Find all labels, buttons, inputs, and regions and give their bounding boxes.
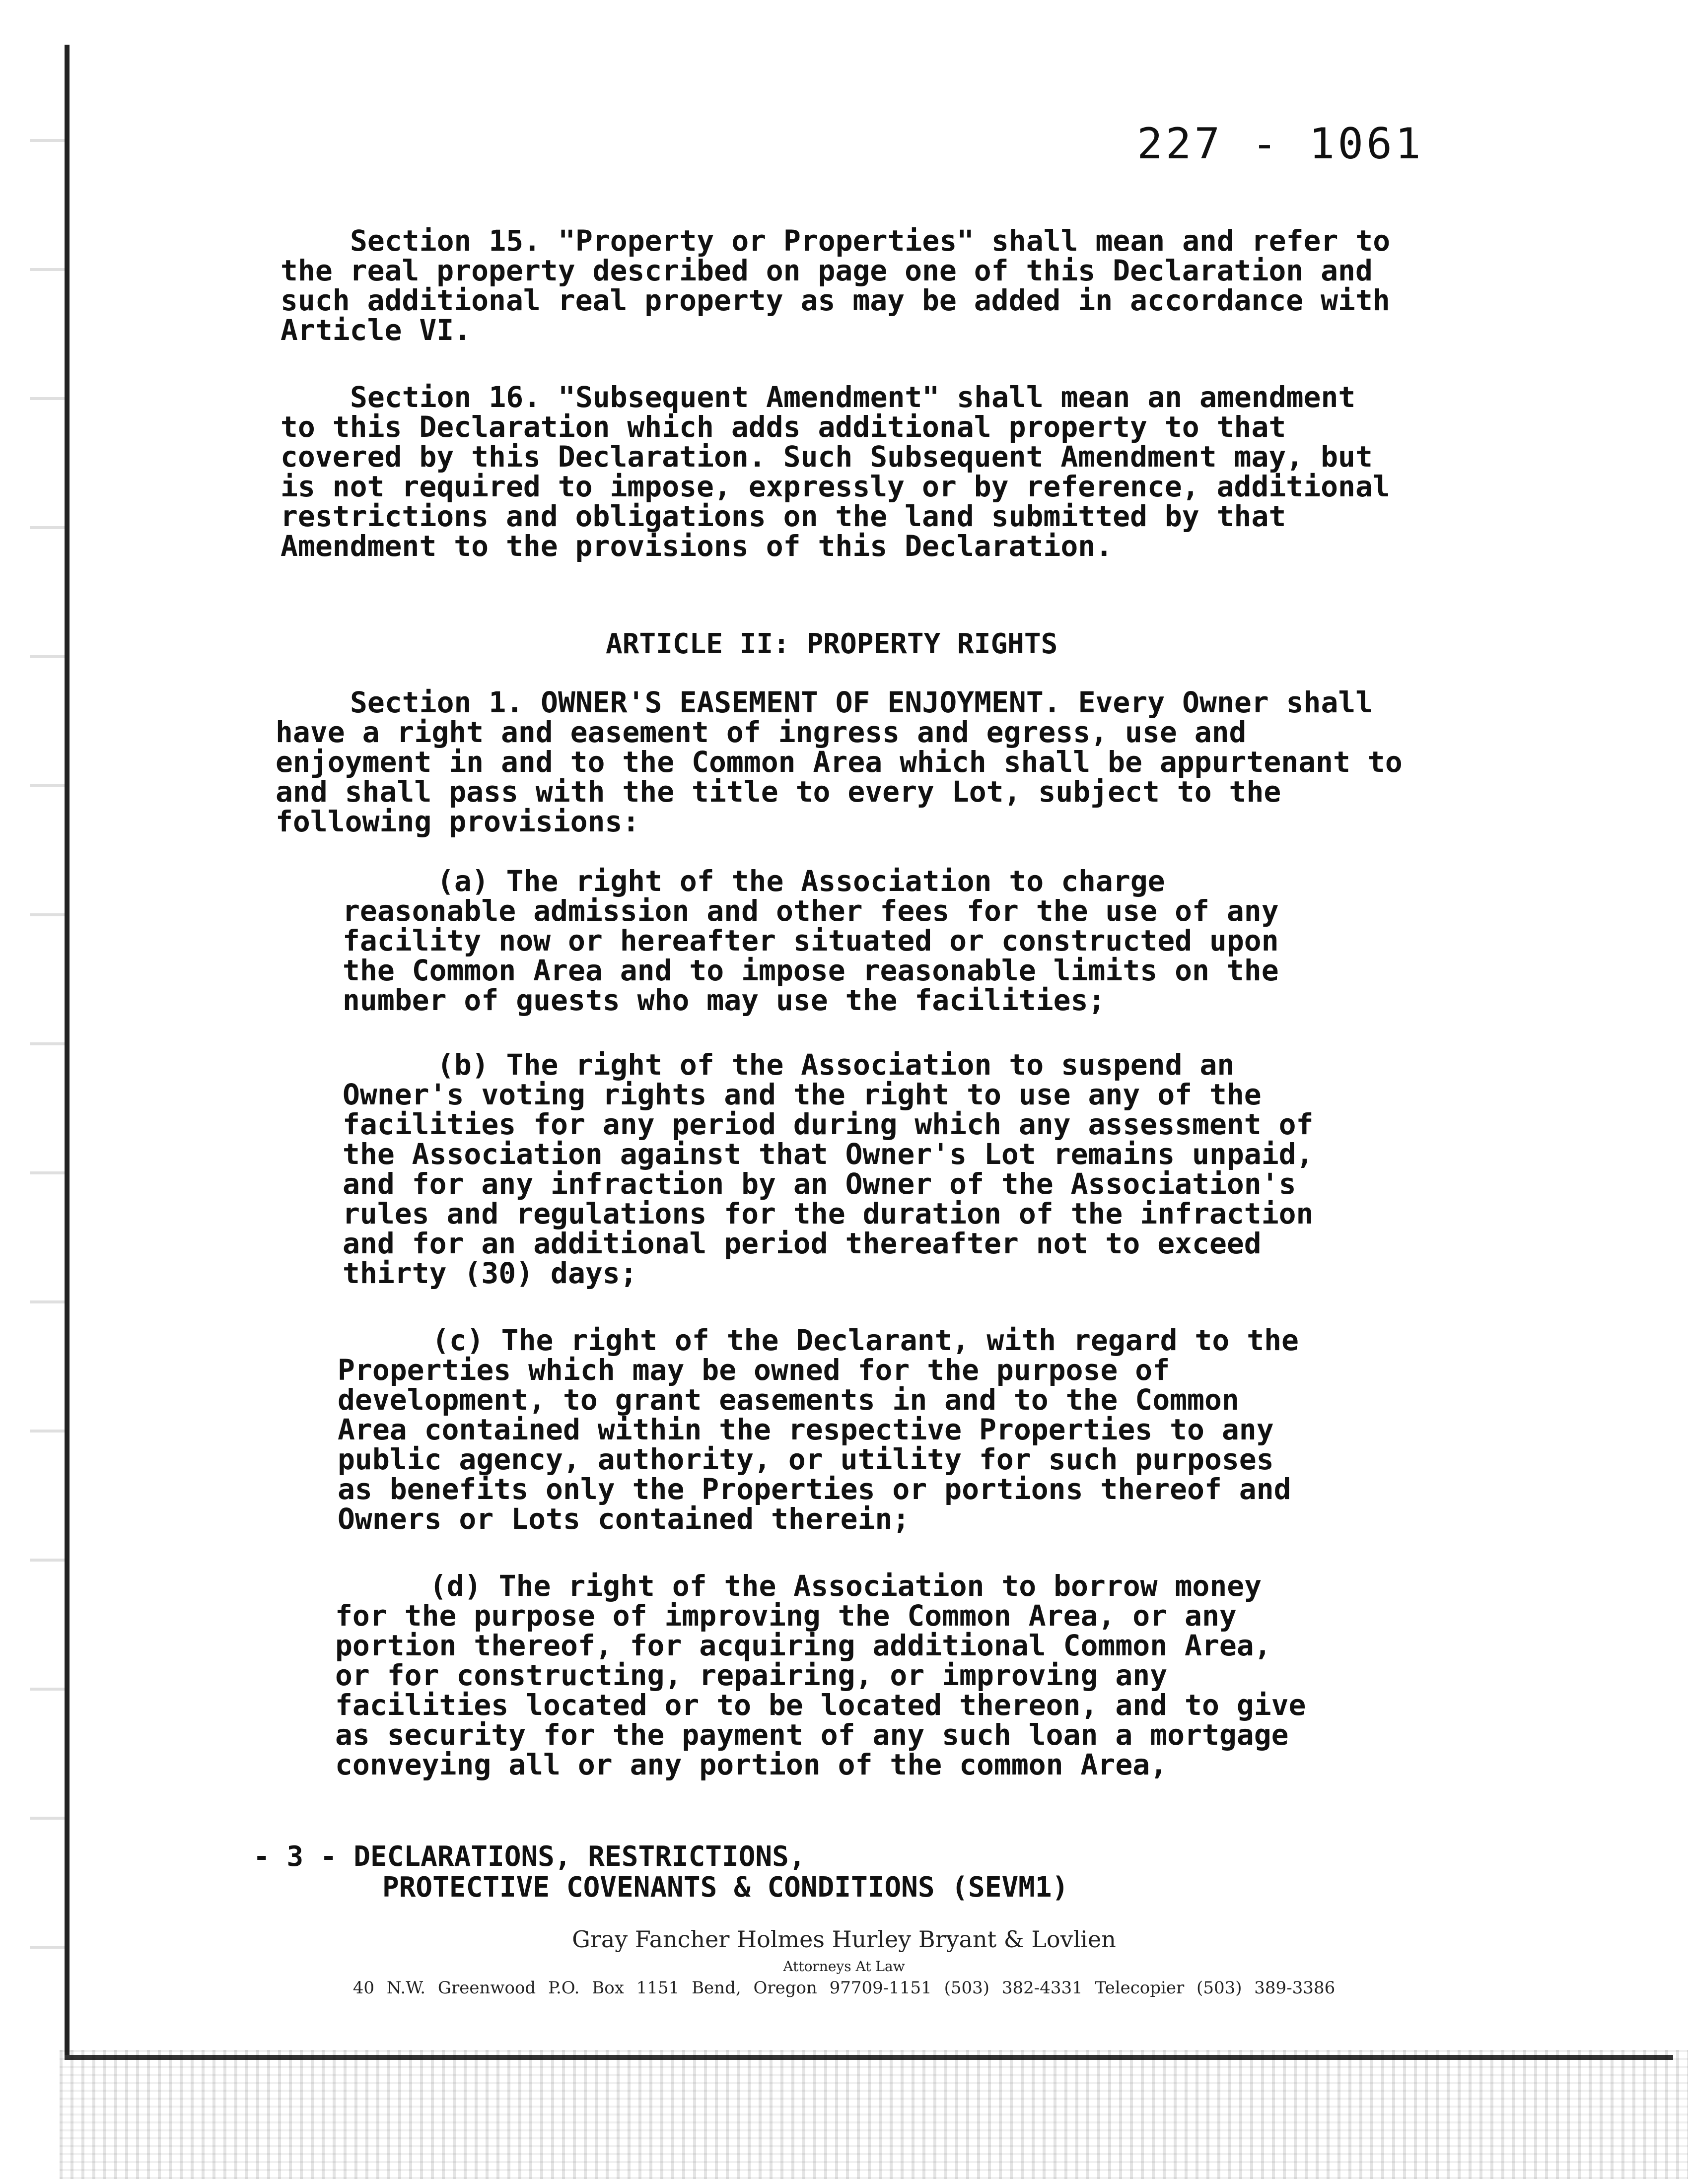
text-line: (d) The right of the Association to borrow money <box>429 1569 1262 1603</box>
text-line: or for constructing, repairing, or improving any <box>335 1658 1168 1692</box>
article-heading: ARTICLE II: PROPERTY RIGHTS <box>606 628 1058 660</box>
text-line: facilities for any period during which any assessment of <box>343 1107 1314 1141</box>
subsection-c <box>338 1325 1370 1534</box>
page-number: 227 - 1061 <box>1137 119 1424 169</box>
text-line: (a) The right of the Association to charge <box>437 864 1165 898</box>
text-line: such additional real property as may be added in accordance with <box>281 283 1390 317</box>
text-line: Properties which may be owned for the purpose of <box>338 1353 1170 1387</box>
subsection-d <box>335 1571 1368 1779</box>
text-line: and for an additional period thereafter not to exceed <box>343 1227 1262 1260</box>
text-line: Section 16. "Subsequent Amendment" shall mean an amendment <box>350 380 1356 414</box>
subsection-b <box>343 1050 1375 1288</box>
text-line: the Common Area and to impose reasonable limits on the <box>343 954 1279 987</box>
text-line: development, to grant easements in and to the Common <box>338 1383 1239 1417</box>
scan-artifact-bottom <box>60 2050 1688 2179</box>
text-line: the Association against that Owner's Lot remains unpaid, <box>343 1137 1314 1171</box>
footer-caption-line: PROTECTIVE COVENANTS & CONDITIONS (SEVM1) <box>382 1871 1069 1904</box>
section-16 <box>281 382 1482 561</box>
text-line: (b) The right of the Association to suspend an <box>437 1048 1235 1082</box>
text-line: portion thereof, for acquiring additional Common Area, <box>335 1629 1271 1662</box>
text-line: for the purpose of improving the Common Area, or any <box>335 1599 1237 1633</box>
footer-caption <box>253 1842 1068 1903</box>
text-line: enjoyment in and to the Common Area which shall be appurtenant to <box>276 745 1403 779</box>
text-line: have a right and easement of ingress and egress, use and <box>276 715 1247 749</box>
subsection-a <box>343 866 1375 1015</box>
text-line: is not required to impose, expressly or by reference, additional <box>281 470 1390 503</box>
law-firm-subtitle: Attorneys At Law <box>783 1958 905 1975</box>
text-line: number of guests who may use the facilities; <box>343 983 1106 1017</box>
law-firm-name: Gray Fancher Holmes Hurley Bryant & Lovlien <box>572 1926 1116 1953</box>
text-line: reasonable admission and other fees for the use of any <box>343 894 1279 928</box>
text-line: rules and regulations for the duration of the infraction <box>343 1197 1314 1230</box>
text-line: (c) The right of the Declarant, with regard to the <box>432 1323 1299 1357</box>
section-15 <box>281 226 1482 345</box>
scan-edge-left <box>65 45 70 2060</box>
text-line: Amendment to the provisions of this Declaration. <box>281 529 1113 563</box>
text-line: the real property described on page one of this Declaration and <box>281 254 1373 287</box>
text-line: Area contained within the respective Properties to any <box>338 1413 1274 1446</box>
text-line: public agency, authority, or utility for such purposes <box>338 1442 1274 1476</box>
scan-artifact-left <box>30 50 70 2060</box>
text-line: Article VI. <box>281 313 472 347</box>
text-line: Owners or Lots contained therein; <box>338 1502 910 1536</box>
text-line: restrictions and obligations on the land submitted by that <box>281 499 1286 533</box>
text-line: and shall pass with the title to every Lot, subject to the <box>276 775 1281 809</box>
text-line: and for any infraction by an Owner of the Association's <box>343 1167 1296 1201</box>
footer-caption-line: - 3 - DECLARATIONS, RESTRICTIONS, <box>253 1841 806 1873</box>
text-line: thirty (30) days; <box>343 1256 637 1290</box>
text-line: Section 1. OWNER'S EASEMENT OF ENJOYMENT. Every Owner shall <box>350 685 1373 719</box>
text-line: covered by this Declaration. Such Subsequent Amendment may, but <box>281 440 1373 474</box>
text-line: to this Declaration which adds additional property to that <box>281 410 1286 444</box>
text-line: facility now or hereafter situated or constructed upon <box>343 924 1279 957</box>
text-line: conveying all or any portion of the common Area, <box>335 1748 1168 1781</box>
text-line: as security for the payment of any such loan a mortgage <box>335 1718 1289 1752</box>
article-2-section-1 <box>276 687 1477 836</box>
text-line: facilities located or to be located thereon, and to give <box>335 1688 1306 1722</box>
text-line: as benefits only the Properties or portions thereof and <box>338 1472 1291 1506</box>
text-line: Section 15. "Property or Properties" shall mean and refer to <box>350 224 1391 258</box>
text-line: following provisions: <box>276 805 640 838</box>
law-firm-address: 40 N.W. Greenwood P.O. Box 1151 Bend, Oregon 97709-1151 (503) 382-4331 Telecopier (503) 389-3386 <box>352 1978 1336 1998</box>
text-line: Owner's voting rights and the right to use any of the <box>343 1078 1262 1111</box>
